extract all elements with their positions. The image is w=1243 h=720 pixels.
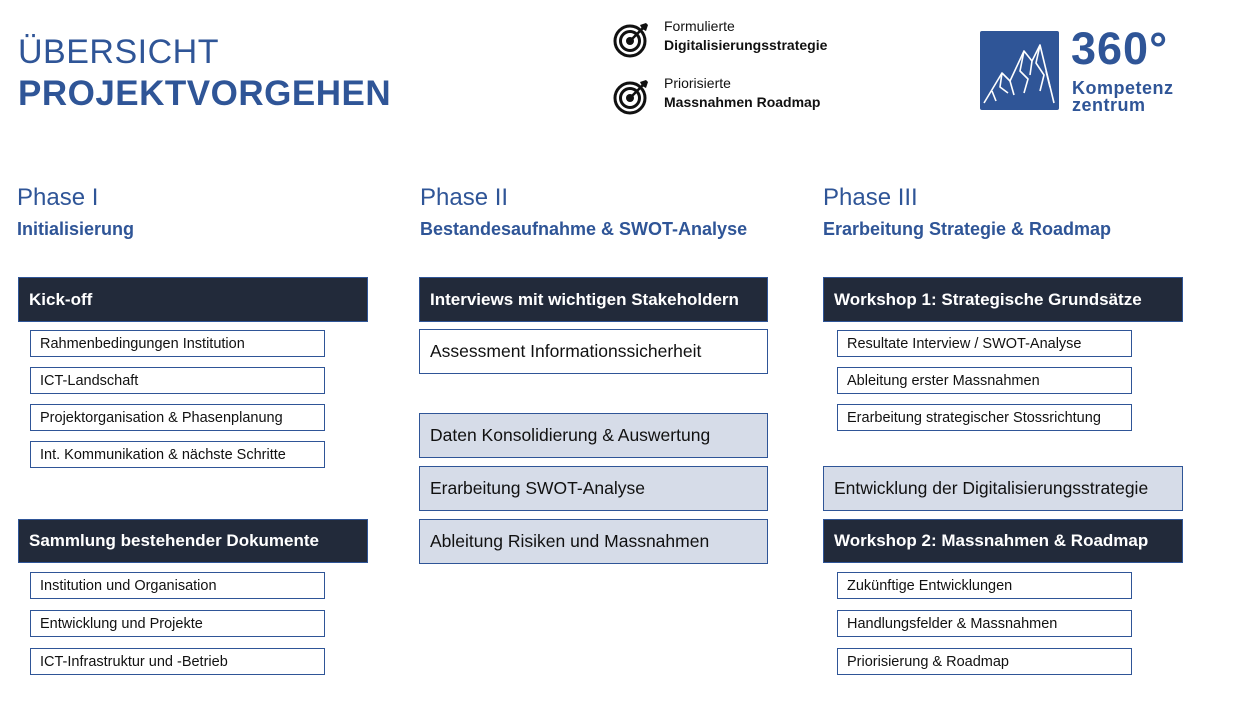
workshop2-item: Zukünftige Entwicklungen (837, 572, 1132, 599)
workshop2-item: Handlungsfelder & Massnahmen (837, 610, 1132, 637)
step-box: Daten Konsolidierung & Auswertung (419, 413, 768, 458)
workshop1-item: Ableitung erster Massnahmen (837, 367, 1132, 394)
workshop2-item: Priorisierung & Roadmap (837, 648, 1132, 675)
assessment-box: Assessment Informationssicherheit (419, 329, 768, 374)
documents-item: ICT-Infrastruktur und -Betrieb (30, 648, 325, 675)
target-icon (613, 22, 649, 58)
logo-text-line2: zentrum (1072, 95, 1146, 115)
phase-1-label: Phase I (17, 184, 99, 211)
page-title-line2: PROJEKTVORGEHEN (18, 74, 392, 113)
interviews-header: Interviews mit wichtigen Stakeholdern (419, 277, 768, 322)
mountain-logo-icon (980, 31, 1059, 110)
kickoff-item: Int. Kommunikation & nächste Schritte (30, 441, 325, 468)
documents-item: Institution und Organisation (30, 572, 325, 599)
goal-strategy (613, 18, 873, 62)
documents-item: Entwicklung und Projekte (30, 610, 325, 637)
step-box: Ableitung Risiken und Massnahmen (419, 519, 768, 564)
step-box: Erarbeitung SWOT-Analyse (419, 466, 768, 511)
phase-3-name: Erarbeitung Strategie & Roadmap (823, 219, 1112, 239)
logo-text-360: 360° (1071, 23, 1169, 74)
logo-text-line1: Kompetenz (1072, 78, 1174, 98)
kickoff-item: Rahmenbedingungen Institution (30, 330, 325, 357)
kickoff-item: ICT-Landschaft (30, 367, 325, 394)
workshop1-item: Erarbeitung strategischer Stossrichtung (837, 404, 1132, 431)
goal-title: Digitalisierungsstrategie (664, 37, 828, 53)
goal-label: Priorisierte (664, 75, 731, 91)
goal-roadmap (613, 75, 873, 119)
goal-title: Massnahmen Roadmap (664, 94, 821, 110)
kickoff-item: Projektorganisation & Phasenplanung (30, 404, 325, 431)
workshop2-header: Workshop 2: Massnahmen & Roadmap (823, 519, 1183, 563)
phase-3-label: Phase III (823, 184, 918, 211)
kickoff-header: Kick-off (18, 277, 368, 322)
strategy-box: Entwicklung der Digitalisierungsstrategie (823, 466, 1183, 511)
target-icon (613, 79, 649, 115)
goal-label: Formulierte (664, 18, 735, 34)
workshop1-header: Workshop 1: Strategische Grundsätze (823, 277, 1183, 322)
phase-2-name: Bestandesaufnahme & SWOT-Analyse (420, 219, 748, 239)
phase-1-name: Initialisierung (17, 219, 135, 239)
phase-2-label: Phase II (420, 184, 509, 211)
page-title-line1: ÜBERSICHT (18, 33, 219, 71)
documents-header: Sammlung bestehender Dokumente (18, 519, 368, 563)
workshop1-item: Resultate Interview / SWOT-Analyse (837, 330, 1132, 357)
